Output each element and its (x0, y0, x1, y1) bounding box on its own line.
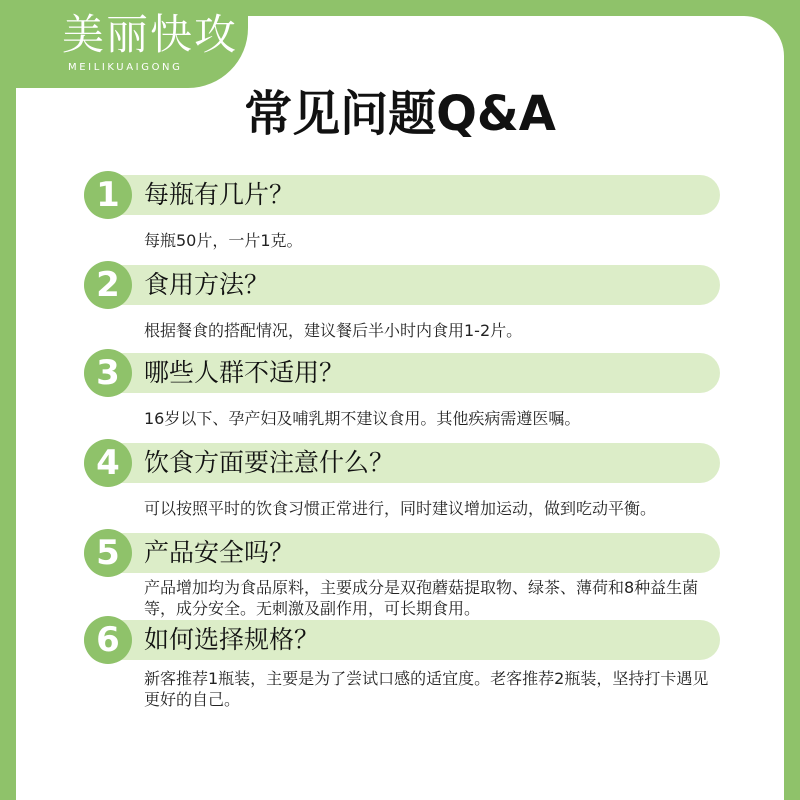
question-number: 4 (84, 439, 132, 487)
question-number: 5 (84, 529, 132, 577)
question-number: 1 (84, 171, 132, 219)
question-number: 2 (84, 261, 132, 309)
answer-text: 可以按照平时的饮食习惯正常进行，同时建议增加运动，做到吃动平衡。 (144, 499, 657, 518)
answer-text: 16岁以下、孕产妇及哺乳期不建议食用。其他疾病需遵医嘱。 (144, 409, 581, 428)
question-text: 哪些人群不适用？ (144, 358, 345, 387)
answer-text: 产品增加均为食品原料，主要成分是双孢蘑菇提取物、绿茶、薄荷和8种益生菌等，成分安全。无刺激及副作用，可长期食用。 (144, 578, 699, 618)
question-number: 6 (84, 616, 132, 664)
question-text: 产品安全吗？ (144, 538, 295, 567)
brand-name-cn: 美丽快攻 (62, 10, 239, 59)
question-text: 饮食方面要注意什么？ (144, 448, 395, 477)
question-text: 食用方法？ (144, 270, 270, 299)
question-text: 如何选择规格？ (144, 625, 320, 654)
question-text: 每瓶有几片？ (144, 180, 295, 209)
answer-text: 每瓶50片，一片1克。 (144, 231, 303, 250)
brand-logo (16, 0, 248, 88)
answer-text: 根据餐食的搭配情况，建议餐后半小时内食用1-2片。 (144, 321, 523, 340)
question-number: 3 (84, 349, 132, 397)
answer-text: 新客推荐1瓶装，主要是为了尝试口感的适宜度。老客推荐2瓶装，坚持打卡遇见更好的自己。 (144, 669, 709, 709)
page-title: 常见问题Q&A (244, 86, 556, 142)
brand-name-en: MEILIKUAIGONG (68, 62, 183, 73)
